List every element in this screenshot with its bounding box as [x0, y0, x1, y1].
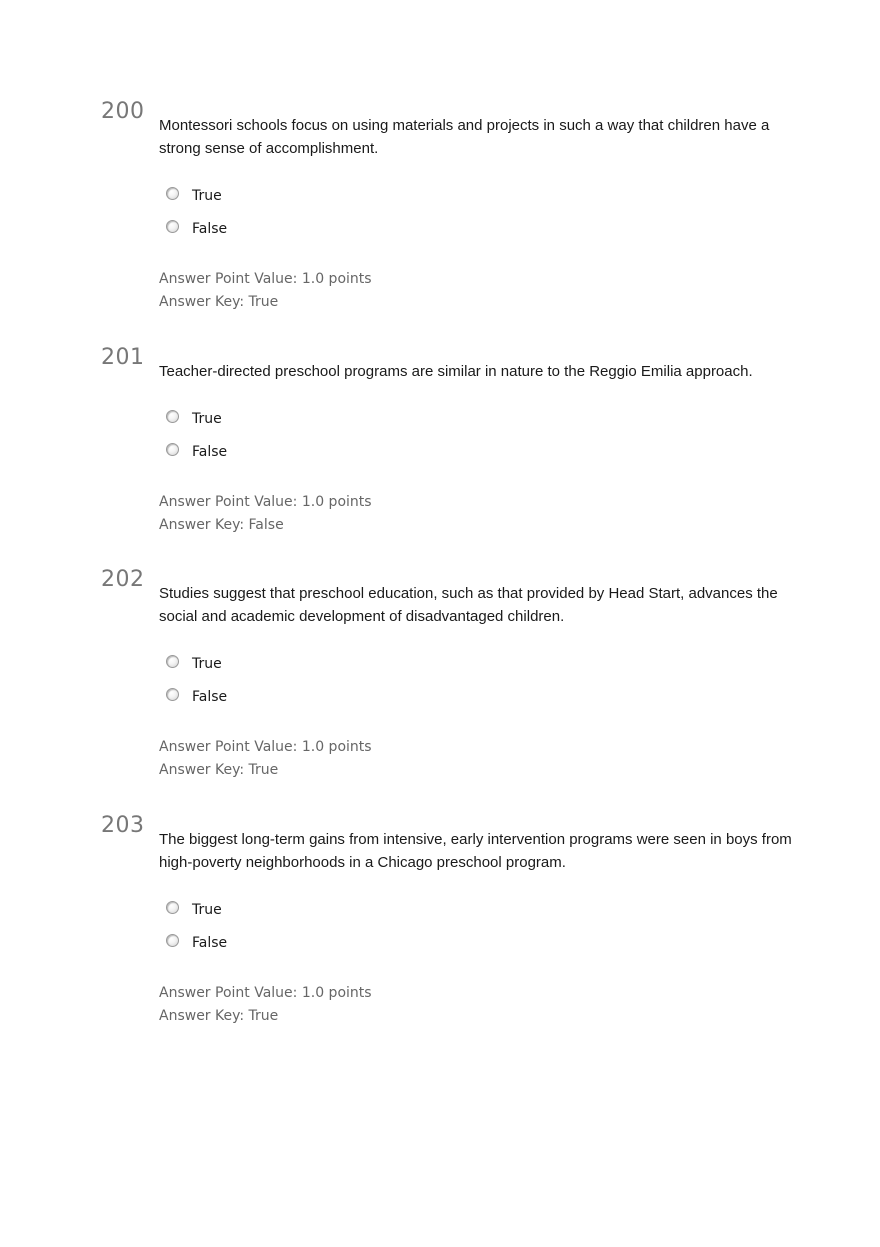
question-number: 202	[101, 567, 145, 592]
choice-false[interactable]	[166, 441, 227, 463]
radio-button-icon[interactable]	[166, 410, 179, 423]
choice-label: False	[192, 935, 228, 951]
choice-false[interactable]	[166, 686, 227, 708]
question-text: The biggest long-term gains from intensive, early intervention programs were seen in boys from high-poverty neighborhoods in a Chicago preschool program.	[159, 831, 792, 871]
question-text: Studies suggest that preschool education, such as that provided by Head Start, advances the social and academic development of disadvantaged children.	[159, 585, 778, 625]
radio-button-icon[interactable]	[166, 443, 179, 456]
answer-point-value: Answer Point Value: 1.0 points	[159, 271, 372, 287]
radio-button-icon[interactable]	[166, 688, 179, 701]
choice-label: False	[192, 221, 228, 237]
choice-true[interactable]	[166, 899, 222, 921]
answer-key: Answer Key: True	[159, 294, 279, 310]
choice-true[interactable]	[166, 185, 222, 207]
answer-point-value: Answer Point Value: 1.0 points	[159, 494, 372, 510]
answer-point-value: Answer Point Value: 1.0 points	[159, 985, 372, 1001]
question-number: 200	[101, 99, 145, 124]
question-number: 201	[101, 345, 145, 370]
choice-label: False	[192, 689, 228, 705]
radio-button-icon[interactable]	[166, 655, 179, 668]
question-text: Teacher-directed preschool programs are similar in nature to the Reggio Emilia approach.	[159, 363, 753, 380]
radio-button-icon[interactable]	[166, 901, 179, 914]
choice-false[interactable]	[166, 218, 227, 240]
question-text: Montessori schools focus on using materials and projects in such a way that children have a strong sense of accomplishment.	[159, 117, 770, 157]
answer-key: Answer Key: True	[159, 762, 279, 778]
answer-key: Answer Key: False	[159, 517, 284, 533]
choice-label: True	[192, 902, 222, 918]
question-number: 203	[101, 813, 145, 838]
choice-label: True	[192, 188, 222, 204]
choice-label: True	[192, 411, 222, 427]
answer-key: Answer Key: True	[159, 1008, 279, 1024]
radio-button-icon[interactable]	[166, 220, 179, 233]
choice-label: True	[192, 656, 222, 672]
answer-point-value: Answer Point Value: 1.0 points	[159, 739, 372, 755]
choice-label: False	[192, 444, 228, 460]
radio-button-icon[interactable]	[166, 187, 179, 200]
choice-false[interactable]	[166, 932, 227, 954]
choice-true[interactable]	[166, 653, 222, 675]
choice-true[interactable]	[166, 408, 222, 430]
radio-button-icon[interactable]	[166, 934, 179, 947]
